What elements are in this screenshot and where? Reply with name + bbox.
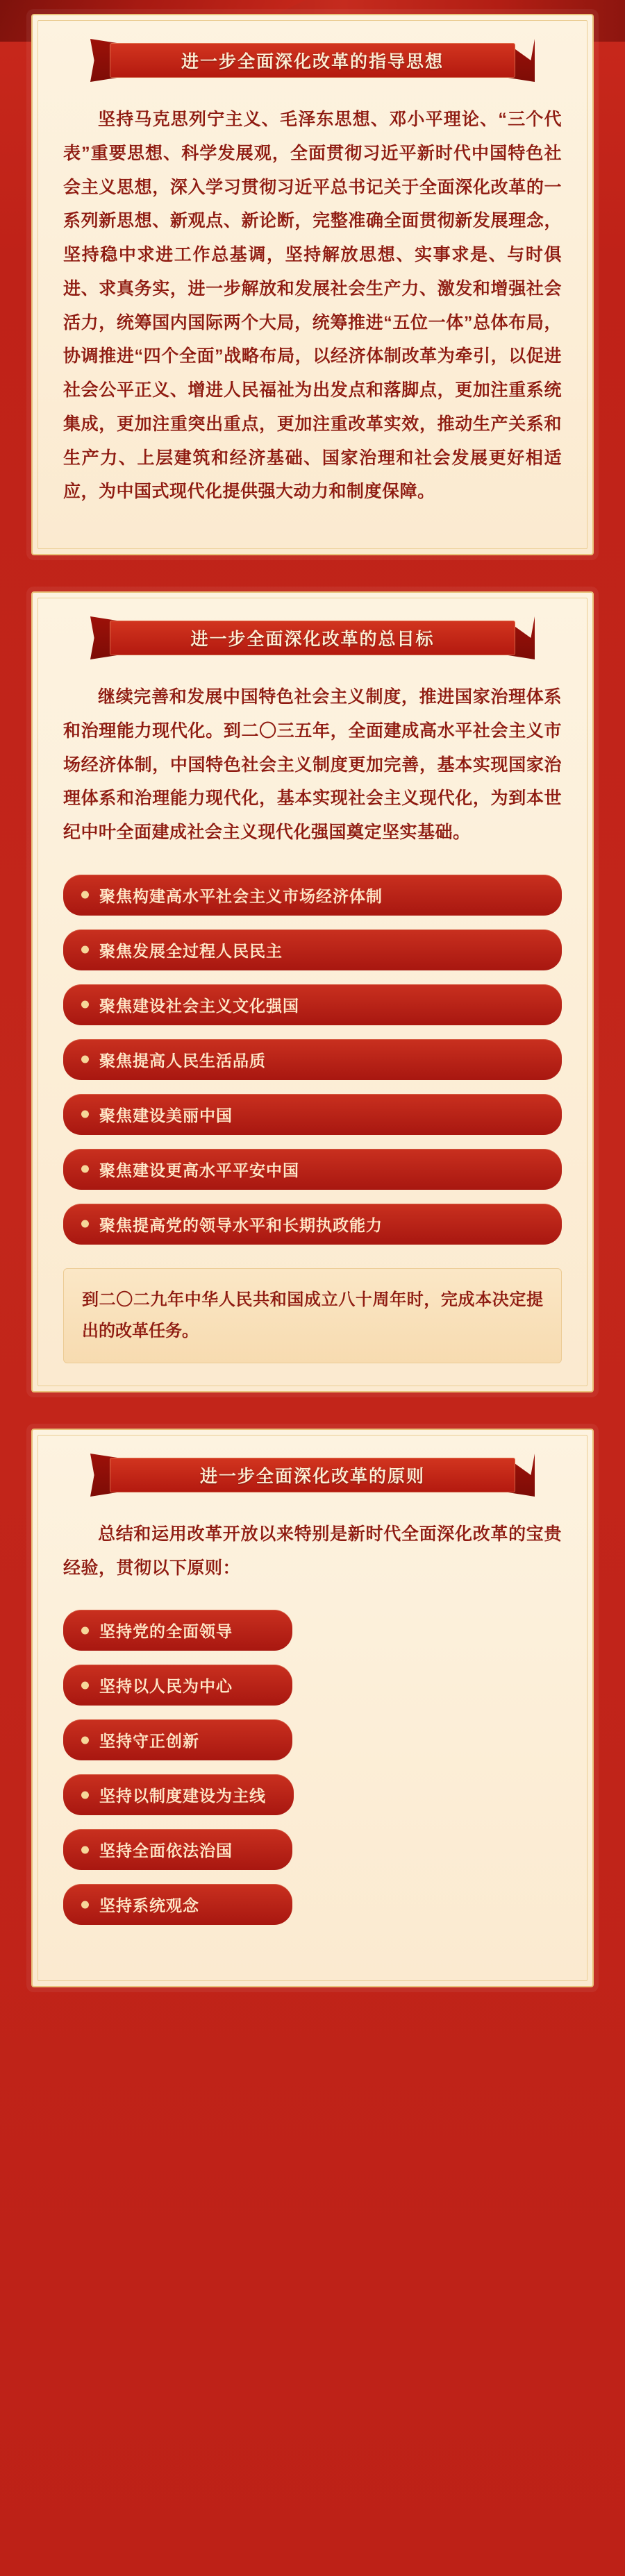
bullet-dot-icon [81, 1681, 89, 1689]
section-banner-principles [90, 1454, 535, 1497]
section-banner-guiding-thought [90, 39, 535, 82]
bullet-dot-icon [81, 946, 89, 954]
bullet-dot-icon [81, 1056, 89, 1063]
list-item-label: 聚焦提高人民生活品质 [99, 1051, 266, 1070]
list-item [63, 929, 562, 970]
section-paragraph: 总结和运用改革开放以来特别是新时代全面深化改革的宝贵经验，贯彻以下原则： [63, 1524, 562, 1578]
list-item-label: 坚持守正创新 [99, 1732, 199, 1751]
section-title: 进一步全面深化改革的指导思想 [181, 52, 444, 71]
list-item [63, 1774, 294, 1815]
list-item-label: 坚持全面依法治国 [99, 1842, 233, 1860]
list-item [63, 875, 562, 916]
section-guiding-thought [31, 14, 594, 555]
bullet-dot-icon [81, 1220, 89, 1228]
list-item [63, 1039, 562, 1080]
list-item [63, 1204, 562, 1245]
list-item-label: 坚持党的全面领导 [99, 1622, 233, 1641]
deadline-note: 到二〇二九年中华人民共和国成立八十周年时，完成本决定提出的改革任务。 [63, 1268, 562, 1363]
list-item-label: 聚焦发展全过程人民民主 [99, 941, 283, 960]
list-item [63, 1610, 292, 1651]
list-item [63, 1665, 292, 1706]
list-item [63, 1149, 562, 1190]
list-item-label: 坚持系统观念 [99, 1896, 199, 1915]
list-item-label: 聚焦提高党的领导水平和长期执政能力 [99, 1215, 383, 1234]
bullet-dot-icon [81, 1111, 89, 1118]
section-principles [31, 1429, 594, 1988]
list-item-label: 坚持以制度建设为主线 [99, 1787, 266, 1805]
bullet-dot-icon [81, 1846, 89, 1853]
list-item-label: 聚焦构建高水平社会主义市场经济体制 [99, 886, 383, 905]
bullet-dot-icon [81, 1165, 89, 1173]
list-item [63, 984, 562, 1025]
content-frame [31, 0, 594, 1987]
focus-pill-list [63, 875, 562, 1245]
list-item [63, 1719, 292, 1760]
section-paragraph: 坚持马克思列宁主义、毛泽东思想、邓小平理论、“三个代表”重要思想、科学发展观，全面贯彻习近平新时代中国特色社会主义思想，深入学习贯彻习近平总书记关于全面深化改革的一系列新思想、新观点、新论断，完整准确全面贯彻新发展理念，坚持稳中求进工作总基调，坚持解放思想、实事求是、与时俱进、求真务实，进一步解放和发展社会生产力、激发和增强社会活力，统筹国内国际两个大局，统筹推进“五位一体”总体布局，协调推进“四个全面”战略布局，以经济体制改革为牵引，以促进社会公平正义、增进人民福祉为出发点和落脚点，更加注重系统集成，更加注重突出重点，更加注重改革实效，推动生产关系和生产力、上层建筑和经济基础、国家治理和社会发展更好相适应，为中国式现代化提供强大动力和制度保障。 [63, 110, 562, 502]
bullet-dot-icon [81, 1736, 89, 1744]
section-banner-overall-goal [90, 616, 535, 659]
list-item [63, 1884, 292, 1925]
bullet-dot-icon [81, 1626, 89, 1634]
section-title: 进一步全面深化改革的原则 [199, 1466, 425, 1486]
bullet-dot-icon [81, 891, 89, 899]
section-title: 进一步全面深化改革的总目标 [190, 630, 435, 649]
list-item-label: 坚持以人民为中心 [99, 1677, 233, 1696]
list-item-label: 聚焦建设美丽中国 [99, 1106, 233, 1125]
section-overall-goal [31, 591, 594, 1392]
list-item-label: 聚焦建设更高水平平安中国 [99, 1161, 299, 1179]
bullet-dot-icon [81, 1001, 89, 1009]
bullet-dot-icon [81, 1791, 89, 1799]
principle-pill-list [63, 1610, 562, 1925]
list-item-label: 聚焦建设社会主义文化强国 [99, 996, 299, 1015]
panel-bottom-spacer [63, 1939, 562, 1958]
list-item [63, 1094, 562, 1135]
section-paragraph: 继续完善和发展中国特色社会主义制度，推进国家治理体系和治理能力现代化。到二〇三五年，全面建成高水平社会主义市场经济体制，中国特色社会主义制度更加完善，基本实现国家治理体系和治理能力现代化，基本实现社会主义现代化，为到本世纪中叶全面建成社会主义现代化强国奠定坚实基础。 [63, 687, 562, 842]
list-item [63, 1829, 292, 1870]
bullet-dot-icon [81, 1901, 89, 1908]
